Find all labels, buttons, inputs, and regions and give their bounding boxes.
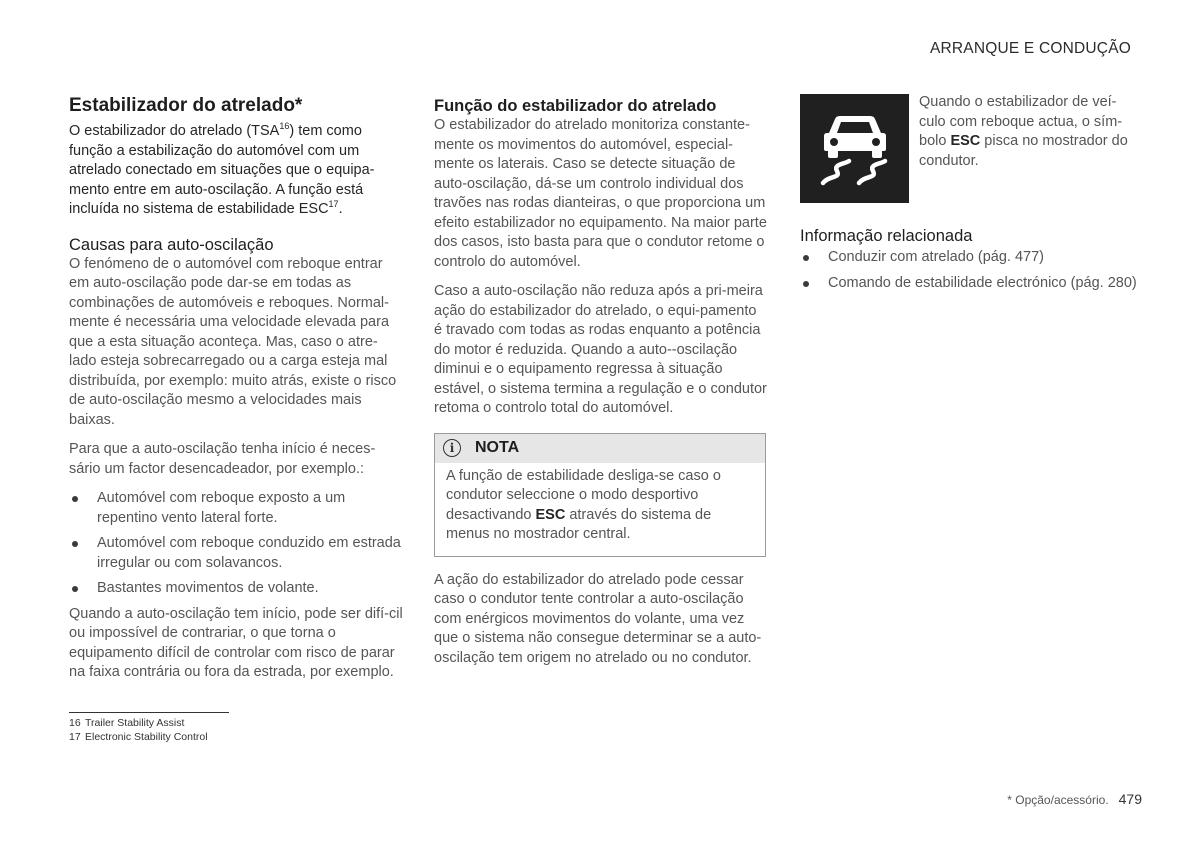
paragraph-causes-1: O fenómeno de o automóvel com reboque entrar em auto-oscilação pode dar-se em todas as combinações de automóveis e reboques. Normal-mente é necessária uma velocidade elevada para que a esta situação aconteça. Mas, caso o atre-lado esteja sobrecarregado ou a carga esteja mal distribuída, por exemplo: muito atrás, existe o risco de auto-oscilação mesmo a velocidades mais baixas. (69, 255, 397, 428)
esc-label: ESC (535, 506, 566, 523)
paragraph-causes-3: Quando a auto-oscilação tem início, pode ser difí-cil ou impossível de contrariar, o que torna o equipamento difícil de controlar com risco de parar na faixa contrária ou fora da estrada, por exemplo. (69, 605, 403, 680)
running-header: ARRANQUE E CONDUÇÃO (929, 40, 1131, 57)
footnote-17: 17 Electronic Stability Control (69, 730, 208, 743)
related-link[interactable]: Conduzir com atrelado (pág. 477) (800, 248, 1140, 268)
footnotes (69, 712, 229, 744)
list-item: Automóvel com reboque exposto a um repentino vento lateral forte. (69, 489, 403, 528)
paragraph-causes-2: Para que a auto-oscilação tenha início é neces-sário um factor desencadeador, por exemplo.: (69, 441, 376, 477)
stability-control-symbol (800, 94, 909, 203)
symbol-row (800, 94, 1140, 203)
note-body: A função de estabilidade desliga-se caso o condutor seleccione o modo desportivo desactivando ESC através do sistema de menus no mostrador central. (446, 467, 721, 542)
footnote-16: 16 Trailer Stability Assist (69, 717, 185, 729)
section-title: Estabilizador do atrelado* (69, 95, 303, 116)
column-3 (800, 94, 1140, 299)
list-item: Bastantes movimentos de volante. (69, 579, 403, 599)
page-footer (1007, 791, 1142, 807)
symbol-description: Quando o estabilizador de veí-culo com reboque actua, o sím-bolo ESC pisca no mostrador do condutor. (919, 94, 1128, 169)
column-1 (69, 94, 403, 683)
note-box (434, 433, 766, 557)
subheading-related: Informação relacionada (800, 227, 973, 245)
esc-label: ESC (950, 133, 981, 149)
note-title: NOTA (475, 439, 520, 456)
causes-list (69, 489, 403, 599)
list-item: Automóvel com reboque conduzido em estrada irregular ou com solavancos. (69, 534, 403, 573)
info-icon: i (443, 439, 461, 457)
note-header (435, 434, 765, 463)
paragraph-function-1: O estabilizador do atrelado monitoriza constante-mente os movimentos do automóvel, especial-mente os laterais. Caso se detecte situação de auto-oscilação, dá-se um controlo individual dos travões nas rodas dianteiras, o que proporciona um efeito estabilizador no equipamento. Na maior parte dos casos, isto basta para que o condutor retome o controlo do automóvel. (434, 117, 767, 270)
footnote-ref-16: 16 (279, 121, 290, 132)
related-link[interactable]: Comando de estabilidade electrónico (pág. 280) (800, 274, 1140, 294)
column-2 (434, 94, 768, 668)
intro-paragraph: O estabilizador do atrelado (TSA$^{16}$) tem como função a estabilização do automóvel com um atrelado conectado em situações que o equipa-mento entre em auto-oscilação. A função está incluída no sistema de estabilidade ESC$^{17}$. (69, 121, 375, 217)
paragraph-function-2: Caso a auto-oscilação não reduza após a pri-meira ação do estabilizador do atrelado, o equi-pamento é travado com todas as rodas enquanto a potência do motor é reduzida. Quando a auto--oscilação diminui e o equipamento regressa à situação estável, o sistema termina a regulação e o condutor retoma o controlo total do automóvel. (434, 283, 767, 416)
skidding-car-icon (815, 109, 895, 189)
option-note: * Opção/acessório. (1007, 793, 1109, 807)
footnote-ref-17: 17 (328, 199, 339, 210)
paragraph-function-3: A ação do estabilizador do atrelado pode cessar caso o condutor tente controlar a auto-oscilação com enérgicos movimentos do volante, uma vez que o sistema não consegue determinar se a auto-oscilação tem origem no atrelado ou no condutor. (434, 571, 762, 666)
subheading-causes: Causas para auto-oscilação (69, 235, 274, 254)
related-list (800, 248, 1140, 293)
subheading-function: Função do estabilizador do atrelado (434, 97, 717, 115)
page-number: 479 (1118, 791, 1142, 807)
